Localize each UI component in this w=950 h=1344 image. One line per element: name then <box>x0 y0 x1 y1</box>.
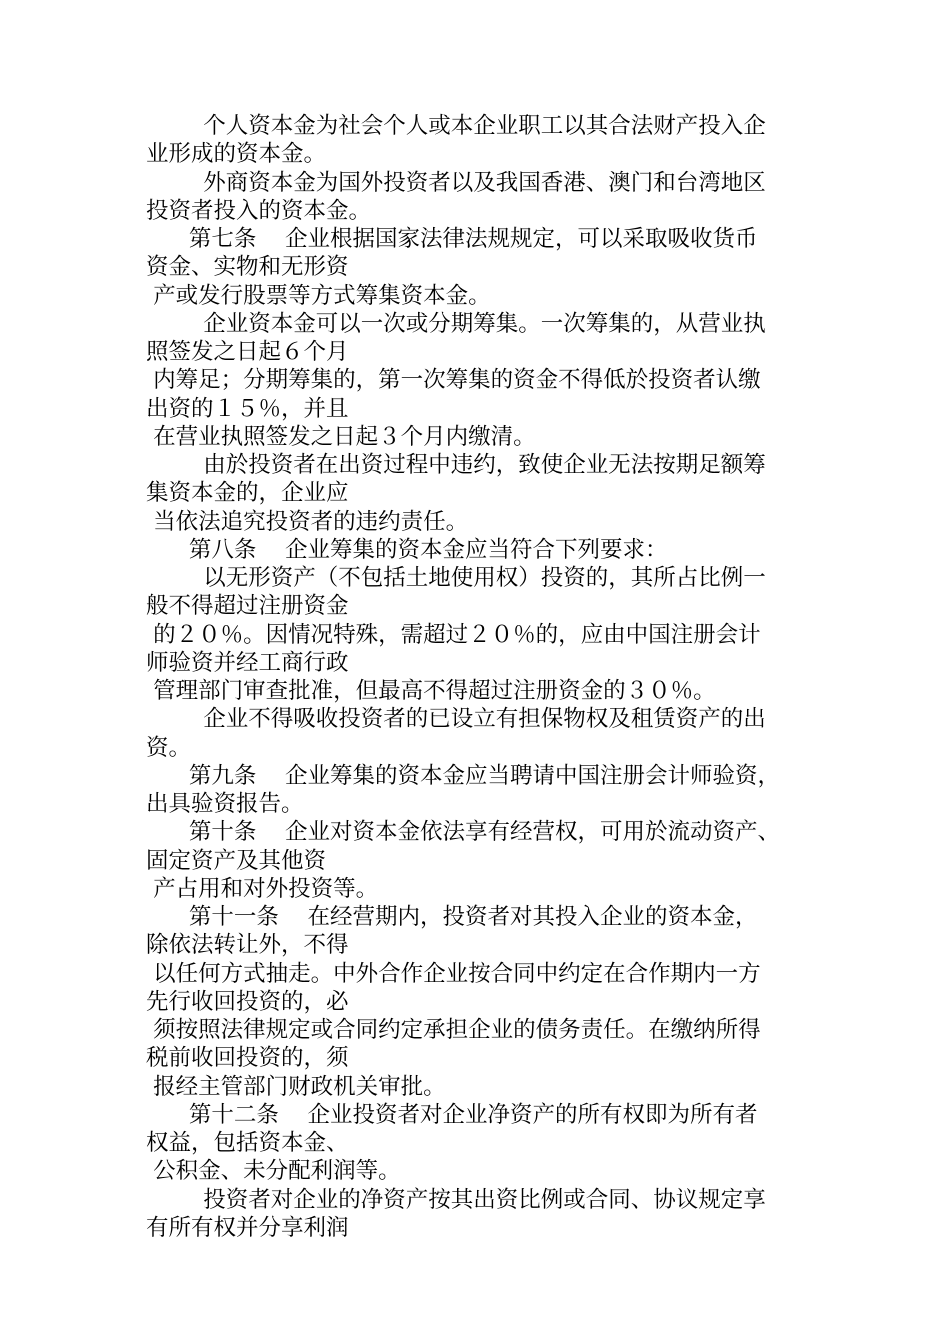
text-line: 在营业执照签发之日起３个月内缴清。 <box>146 423 536 450</box>
text-line: 以无形资产（不包括土地使用权）投资的，其所占比例一 <box>146 565 766 591</box>
text-line: 企业不得吸收投资者的已设立有担保物权及租赁资产的出 <box>146 706 766 733</box>
document-body <box>146 112 806 1242</box>
text-line: 除依法转让外，不得 <box>146 932 349 959</box>
text-line: 个人资本金为社会个人或本企业职工以其合法财产投入企 <box>146 113 766 139</box>
text-line: 业形成的资本金。 <box>146 141 327 168</box>
text-line: 般不得超过注册资金 <box>146 593 349 620</box>
text-line: 投资者投入的资本金。 <box>146 197 372 224</box>
text-line: 出资的１５％，并且 <box>146 395 349 422</box>
text-line: 税前收回投资的，须 <box>146 1045 349 1072</box>
text-line: 第十一条 在经营期内，投资者对其投入企业的资本金， <box>146 904 758 930</box>
text-line: 第十条 企业对资本金依法享有经营权，可用於流动资产、 <box>146 819 781 846</box>
text-line: 有所有权并分享利润 <box>146 1214 349 1241</box>
text-line: 集资本金的，企业应 <box>146 480 349 507</box>
text-line: 第十二条 企业投资者对企业净资产的所有权即为所有者 <box>146 1101 758 1128</box>
text-line: 师验资并经工商行政 <box>146 649 349 676</box>
text-line: 投资者对企业的净资产按其出资比例或合同、协议规定享 <box>146 1186 766 1213</box>
text-line: 第九条 企业筹集的资本金应当聘请中国注册会计师验资， <box>146 762 781 789</box>
text-line: 公积金、未分配利润等。 <box>146 1158 401 1185</box>
text-line: 外商资本金为国外投资者以及我国香港、澳门和台湾地区 <box>146 169 766 196</box>
text-line: 当依法追究投资者的违约责任。 <box>146 508 469 535</box>
text-line: 内筹足；分期筹集的，第一次筹集的资金不得低於投资者认缴 <box>146 367 761 394</box>
text-line: 资金、实物和无形资 <box>146 254 349 281</box>
text-line: 资。 <box>146 734 192 761</box>
text-line: 由於投资者在出资过程中违约，致使企业无法按期足额筹 <box>146 452 766 478</box>
text-line: 先行收回投资的，必 <box>146 988 349 1015</box>
text-line: 出具验资报告。 <box>146 791 304 817</box>
text-line: 产占用和对外投资等。 <box>146 875 379 902</box>
text-line: 固定资产及其他资 <box>146 847 327 874</box>
text-line: 产或发行股票等方式筹集资本金。 <box>146 282 491 309</box>
text-line: 的２０％。因情况特殊，需超过２０％的，应由中国注册会计 <box>146 621 761 648</box>
text-line: 照签发之日起６个月 <box>146 339 349 365</box>
text-line: 管理部门审查批准，但最高不得超过注册资金的３０％。 <box>146 678 716 704</box>
text-line: 企业资本金可以一次或分期筹集。一次筹集的，从营业执 <box>146 310 766 337</box>
text-line: 第七条 企业根据国家法律法规规定，可以采取吸收货币 <box>146 226 758 252</box>
text-line: 以任何方式抽走。中外合作企业按合同中约定在合作期内一方 <box>146 960 761 987</box>
text-line: 权益，包括资本金、 <box>146 1130 349 1156</box>
text-line: 报经主管部门财政机关审批。 <box>146 1073 446 1100</box>
text-line: 第八条 企业筹集的资本金应当符合下列要求： <box>146 536 668 563</box>
text-line: 须按照法律规定或合同约定承担企业的债务责任。在缴纳所得 <box>146 1017 761 1043</box>
